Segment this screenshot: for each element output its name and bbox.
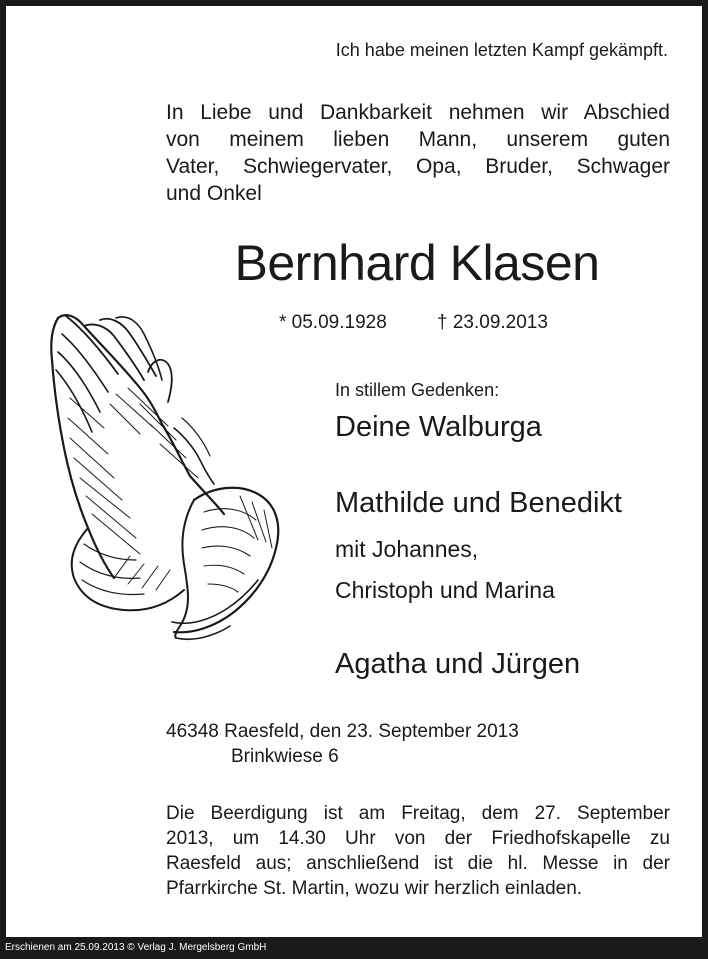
intro-line: von meinem lieben Mann, unserem guten	[166, 128, 670, 151]
mourner-family-1: Mathilde und Benedikt	[335, 487, 622, 519]
deceased-name: Bernhard Klasen	[234, 235, 600, 291]
intro-line: und Onkel	[166, 182, 262, 205]
motto: Ich habe meinen letzten Kampf gekämpft.	[335, 40, 668, 60]
place-date: 46348 Raesfeld, den 23. September 2013	[166, 721, 519, 742]
mourner-family-2: Agatha und Jürgen	[335, 648, 581, 680]
funeral-line: Pfarrkirche St. Martin, wozu wir herzlich einladen.	[166, 878, 583, 899]
birth-date: * 05.09.1928	[279, 312, 387, 333]
funeral-line: 2013, um 14.30 Uhr von der Friedhofskapelle zu	[166, 828, 670, 849]
praying-hands-icon	[44, 308, 288, 646]
intro-paragraph	[166, 99, 670, 207]
funeral-notice	[166, 801, 670, 901]
mourner-children-line-1: mit Johannes,	[335, 536, 479, 562]
death-date: † 23.09.2013	[437, 312, 548, 333]
funeral-line: Raesfeld aus; anschließend ist die hl. Messe in der	[166, 853, 670, 874]
street-address: Brinkwiese 6	[231, 746, 339, 767]
mourners-heading: In stillem Gedenken:	[335, 380, 500, 400]
footer-credit: Erschienen am 25.09.2013 © Verlag J. Mergelsberg GmbH	[5, 942, 267, 953]
funeral-line: Die Beerdigung ist am Freitag, dem 27. September	[166, 803, 670, 824]
mourner-wife: Deine Walburga	[335, 411, 542, 443]
intro-line: Vater, Schwiegervater, Opa, Bruder, Schwager	[166, 155, 670, 178]
intro-line: In Liebe und Dankbarkeit nehmen wir Abschied	[166, 101, 670, 124]
mourner-children-line-2: Christoph und Marina	[335, 577, 555, 603]
